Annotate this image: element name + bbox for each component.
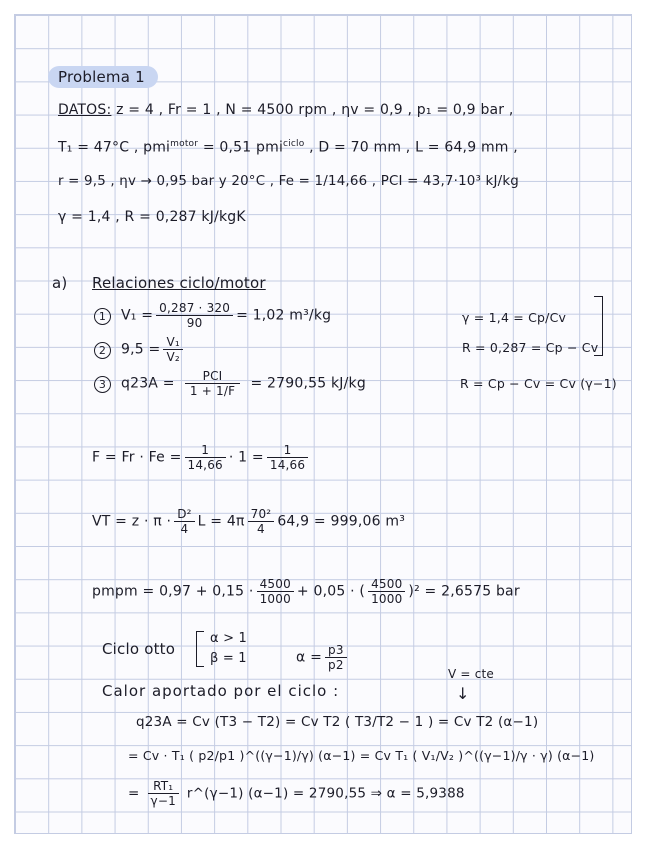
datos-line-1-text: z = 4 , Fr = 1 , N = 4500 rpm , ηv = 0,9 , p₁ = 0,9 bar , [116, 102, 514, 118]
f-lhs: F = Fr · Fe = [92, 449, 182, 466]
equation-3 [94, 370, 366, 397]
otto-bracket [196, 631, 204, 667]
v-cte-note: V = cte [448, 667, 494, 681]
eq2-frac-num: V₁ [163, 336, 182, 350]
alpha-frac-num: p3 [325, 644, 347, 658]
alpha-lhs: α = [296, 649, 323, 666]
eq3-frac-num: PCI [185, 370, 241, 384]
q3-lhs: = [128, 785, 140, 802]
f-frac1-den: 14,66 [187, 458, 223, 472]
eq2-number: 2 [94, 342, 111, 359]
pmpm-equation [92, 578, 520, 605]
alpha-frac-den: p2 [328, 658, 344, 672]
pmpm-frac1-den: 1000 [259, 592, 291, 606]
datos-line-4: γ = 1,4 , R = 0,287 kJ/kgK [58, 209, 246, 225]
datos-label: DATOS: [58, 102, 112, 118]
q3-frac-num: RT₁ [148, 780, 179, 794]
eq3-lhs: q23A = [121, 375, 175, 392]
pmpm-frac1-num: 4500 [257, 578, 294, 592]
grid-paper [14, 14, 632, 834]
vt-frac1-den: 4 [180, 522, 189, 536]
pmpm-frac-1 [257, 578, 294, 605]
datos-line-2 [58, 140, 518, 155]
problem-title: Problema 1 [58, 68, 145, 86]
pmpm-frac2-den: 1000 [371, 592, 403, 606]
equation-1 [94, 302, 331, 329]
q-line-3 [128, 780, 465, 807]
equation-2 [94, 336, 186, 363]
datos-line-2-c: , D = 70 mm , L = 64,9 mm , [304, 139, 518, 156]
eq1-number: 1 [94, 308, 111, 325]
vt-frac1-num: D² [174, 508, 194, 522]
down-arrow-icon: ↓ [456, 684, 470, 703]
q3-frac [148, 780, 179, 807]
f-equation [92, 444, 311, 471]
otto-label: Ciclo otto [102, 640, 176, 658]
eq1-rhs: = 1,02 m³/kg [236, 307, 332, 324]
vt-mid: L = 4π [197, 513, 245, 530]
otto-condition-2: β = 1 [210, 651, 247, 666]
f-frac1-num: 1 [185, 444, 226, 458]
sup-ciclo: ciclo [283, 139, 305, 149]
f-frac2-den: 14,66 [269, 458, 306, 472]
eq1-frac-num: 0,287 · 320 [156, 302, 233, 316]
eq3-rhs: = 2790,55 kJ/kg [250, 375, 366, 392]
alpha-frac [325, 644, 347, 671]
eq3-frac-den: 1 + 1/F [189, 384, 236, 398]
f-mid: · 1 = [228, 449, 264, 466]
eq3-number: 3 [94, 376, 111, 393]
f-frac2-num: 1 [267, 444, 308, 458]
section-heading: Relaciones ciclo/motor [92, 274, 266, 292]
datos-line-2-a: T₁ = 47°C , pmi [58, 139, 171, 156]
eq1-frac-den: 90 [186, 316, 203, 330]
pmpm-frac-2 [368, 578, 405, 605]
q-line-1: q23A = Cv (T3 − T2) = Cv T2 ( T3/T2 − 1 ) = Cv T2 (α−1) [136, 714, 539, 730]
side-relation-1: γ = 1,4 = Cp/Cv [462, 310, 567, 325]
datos-line-2-b: = 0,51 pmi [198, 139, 284, 156]
datos-line-3: r = 9,5 , ηv → 0,95 bar y 20°C , Fe = 1/14,66 , PCI = 43,7·10³ kJ/kg [58, 174, 520, 189]
vt-lhs: VT = z · π · [92, 513, 172, 530]
pmpm-lhs: pmpm = 0,97 + 0,15 · [92, 583, 254, 600]
vt-equation [92, 508, 405, 535]
eq2-lhs: 9,5 = [121, 341, 161, 358]
side-relation-3: R = Cp − Cv = Cv (γ−1) [460, 376, 617, 391]
vt-frac2-num: 70² [248, 508, 275, 522]
eq2-frac-den: V₂ [166, 350, 180, 364]
eq1-lhs: V₁ = [121, 307, 154, 324]
calor-line: Calor aportado por el ciclo : [102, 682, 340, 700]
pmpm-frac2-num: 4500 [368, 578, 405, 592]
eq2-fraction [163, 336, 182, 363]
section-marker: a) [52, 274, 68, 292]
pmpm-mid: + 0,05 · ( [296, 583, 366, 600]
eq1-fraction [156, 302, 233, 329]
vt-frac-1 [174, 508, 194, 535]
vt-frac-2 [248, 508, 275, 535]
vt-rhs: 64,9 = 999,06 m³ [277, 513, 406, 530]
datos-line-1 [58, 103, 514, 117]
q-line-2: = Cv · T₁ ( p2/p1 )^((γ−1)/γ) (α−1) = Cv T₁ ( V₁/V₂ )^((γ−1)/γ · γ) (α−1) [128, 748, 595, 763]
eq3-fraction [185, 370, 241, 397]
f-frac-1 [185, 444, 226, 471]
alpha-equation [296, 644, 350, 671]
q3-rhs: r^(γ−1) (α−1) = 2790,55 ⇒ α = 5,9388 [186, 785, 465, 802]
q3-frac-den: γ−1 [150, 794, 176, 808]
f-frac-2 [267, 444, 308, 471]
pmpm-rhs: )² = 2,6575 bar [408, 583, 520, 600]
otto-condition-1: α > 1 [210, 631, 247, 646]
side-bracket [594, 296, 603, 356]
side-relation-2: R = 0,287 = Cp − Cv [462, 340, 599, 355]
vt-frac2-den: 4 [257, 522, 265, 536]
sup-motor: motor [170, 139, 199, 149]
